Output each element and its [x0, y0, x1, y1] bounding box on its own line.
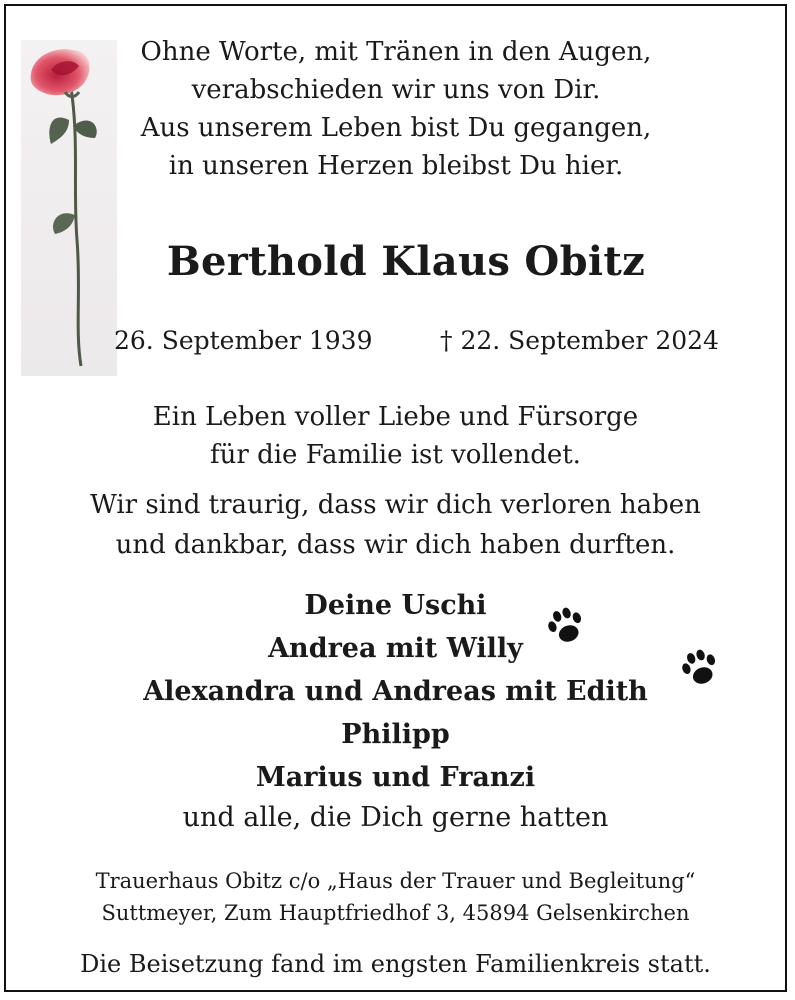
family-name: Marius und Franzi: [255, 762, 536, 793]
closing-line: und alle, die Dich gerne hatten: [182, 802, 609, 833]
paw-print-icon: [678, 646, 722, 690]
poem-line: verabschieden wir uns von Dir.: [191, 75, 601, 105]
poem-line: Ohne Worte, mit Tränen in den Augen,: [140, 37, 652, 67]
birth-date: 26. September 1939: [114, 326, 373, 355]
family-name: Andrea mit Willy: [268, 633, 523, 664]
poem-line: in unseren Herzen bleibst Du hier.: [168, 151, 624, 181]
poem-line: Aus unserem Leben bist Du gegangen,: [140, 113, 652, 143]
address-line: Trauerhaus Obitz c/o „Haus der Trauer und Begleitung“: [95, 869, 696, 893]
tribute-line: Ein Leben voller Liebe und Fürsorge: [152, 402, 639, 432]
burial-note: Die Beisetzung fand im engsten Familienkreis statt.: [80, 950, 711, 978]
address-line: Suttmeyer, Zum Hauptfriedhof 3, 45894 Gelsenkirchen: [101, 901, 690, 925]
family-name: Deine Uschi: [304, 590, 487, 621]
death-date: † 22. September 2024: [440, 326, 719, 355]
tribute-line: und dankbar, dass wir dich haben durften.: [115, 530, 676, 560]
family-name: Alexandra und Andreas mit Edith: [143, 676, 648, 707]
tribute-line: für die Familie ist vollendet.: [210, 440, 581, 470]
deceased-name: Berthold Klaus Obitz: [166, 238, 646, 285]
family-name: Philipp: [341, 719, 450, 750]
paw-print-icon: [544, 604, 588, 648]
obituary-card: [4, 4, 787, 992]
tribute-line: Wir sind traurig, dass wir dich verloren haben: [90, 490, 701, 520]
